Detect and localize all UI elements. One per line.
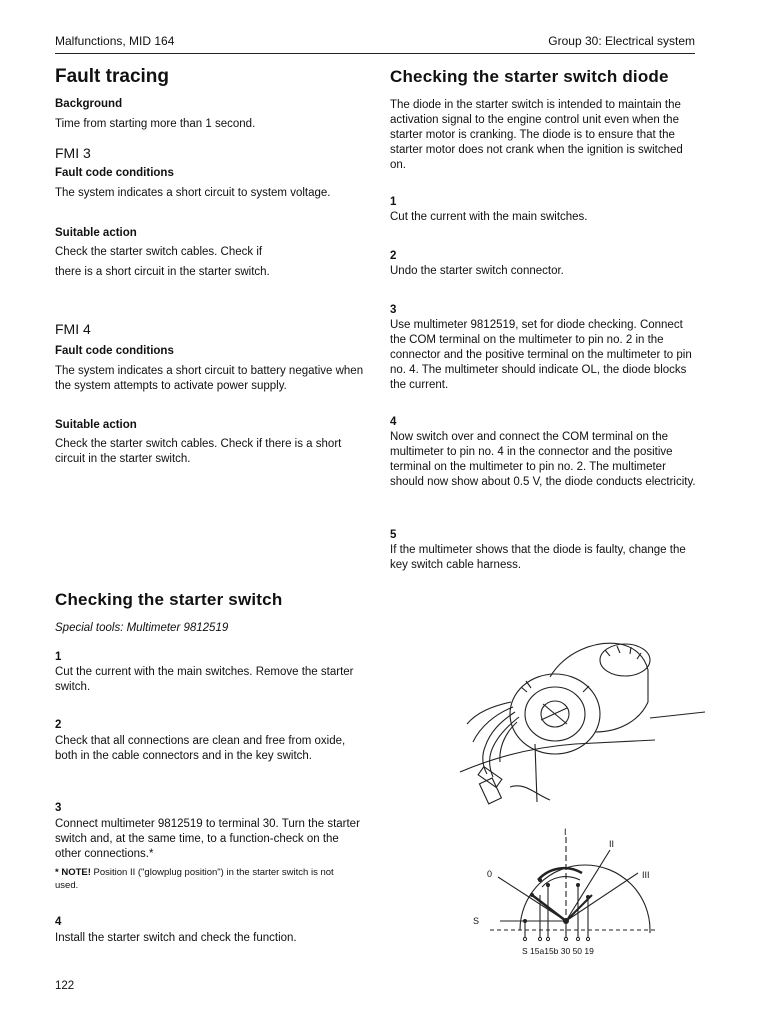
pos-label-i: I bbox=[564, 827, 567, 837]
ss-step1-num: 1 bbox=[55, 651, 62, 663]
pos-label-iii: III bbox=[642, 870, 650, 880]
ss-step2-text: Check that all connections are clean and free from oxide, both in the cable connectors and in the key switch. bbox=[55, 735, 346, 762]
diode-title: Checking the starter switch diode bbox=[390, 67, 669, 86]
fmi3-action-line2: there is a short circuit in the starter switch. bbox=[55, 266, 270, 278]
ss-step4-text: Install the starter switch and check the function. bbox=[55, 932, 297, 944]
page-number: 122 bbox=[55, 980, 75, 992]
diode-step1-text: Cut the current with the main switches. bbox=[390, 211, 588, 223]
starter-switch-title: Checking the starter switch bbox=[55, 590, 283, 609]
fmi3-heading: FMI 3 bbox=[55, 145, 91, 161]
fmi3-action-heading: Suitable action bbox=[55, 227, 137, 239]
special-tools: Special tools: Multimeter 9812519 bbox=[55, 622, 229, 634]
ss-step3-num: 3 bbox=[55, 802, 62, 814]
pos-label-s: S bbox=[473, 916, 480, 926]
header-left: Malfunctions, MID 164 bbox=[55, 34, 175, 48]
ss-step2-num: 2 bbox=[55, 719, 62, 731]
page-title: Fault tracing bbox=[55, 66, 170, 87]
ss-note-text: Position II ("glowplug position") in the starter switch is not used. bbox=[55, 867, 334, 891]
fmi3-conditions-heading: Fault code conditions bbox=[55, 167, 174, 179]
ss-note-label: * NOTE! bbox=[55, 867, 91, 878]
fmi4-conditions-heading: Fault code conditions bbox=[55, 345, 174, 357]
header-rule bbox=[55, 53, 695, 54]
fmi3-action-line1: Check the starter switch cables. Check if bbox=[55, 246, 263, 258]
diode-step5-num: 5 bbox=[390, 529, 397, 541]
fmi4-action-heading: Suitable action bbox=[55, 419, 137, 431]
fmi4-action-text: Check the starter switch cables. Check if there is a short circuit in the starter switch. bbox=[55, 438, 342, 465]
fmi4-heading: FMI 4 bbox=[55, 321, 91, 337]
pos-label-0: 0 bbox=[487, 869, 493, 879]
diode-step2-num: 2 bbox=[390, 250, 397, 262]
diode-step2-text: Undo the starter switch connector. bbox=[390, 265, 564, 277]
pos-label-ii: II bbox=[609, 839, 615, 849]
diode-step5-text: If the multimeter shows that the diode is faulty, change the key switch cable harness. bbox=[390, 544, 686, 571]
diode-intro: The diode in the starter switch is intended to maintain the activation signal to the engine control unit even when the starter motor is cranking. The diode is to ensure that the starter motor does not crank when the ignition is switched on. bbox=[390, 99, 683, 171]
ss-step3-text: Connect multimeter 9812519 to terminal 30. Turn the starter switch and, at the same time, to a function-check on the other connections.* bbox=[55, 818, 360, 860]
diode-step3-num: 3 bbox=[390, 304, 397, 316]
ss-note bbox=[55, 867, 355, 892]
fmi4-conditions-text: The system indicates a short circuit to battery negative when the system attempts to activate power supply. bbox=[55, 365, 364, 392]
diode-step4-text: Now switch over and connect the COM terminal on the multimeter to pin no. 4 in the connector and the positive terminal on the multimeter to pin no. 2. The multimeter should now show about 0.5 V, the diode conducts electricity. bbox=[390, 431, 696, 488]
background-text: Time from starting more than 1 second. bbox=[55, 118, 256, 130]
background-heading: Background bbox=[55, 98, 123, 110]
diode-step4-num: 4 bbox=[390, 416, 397, 428]
diode-step1-num: 1 bbox=[390, 196, 397, 208]
terminal-labels: S 15a15b 30 50 19 bbox=[522, 946, 594, 956]
starter-switch-illustration bbox=[455, 632, 705, 812]
switch-position-diagram bbox=[470, 825, 670, 960]
diode-step3-text: Use multimeter 9812519, set for diode checking. Connect the COM terminal on the multimeter to pin no. 2 in the connector and the positive terminal on the multimeter to pin no. 4. The multimeter should indicate OL, the diode blocks the current. bbox=[390, 319, 692, 391]
header-right: Group 30: Electrical system bbox=[548, 34, 695, 48]
ss-step4-num: 4 bbox=[55, 916, 62, 928]
ss-step1-text: Cut the current with the main switches. Remove the starter switch. bbox=[55, 666, 354, 693]
fmi3-conditions-text: The system indicates a short circuit to system voltage. bbox=[55, 187, 331, 199]
